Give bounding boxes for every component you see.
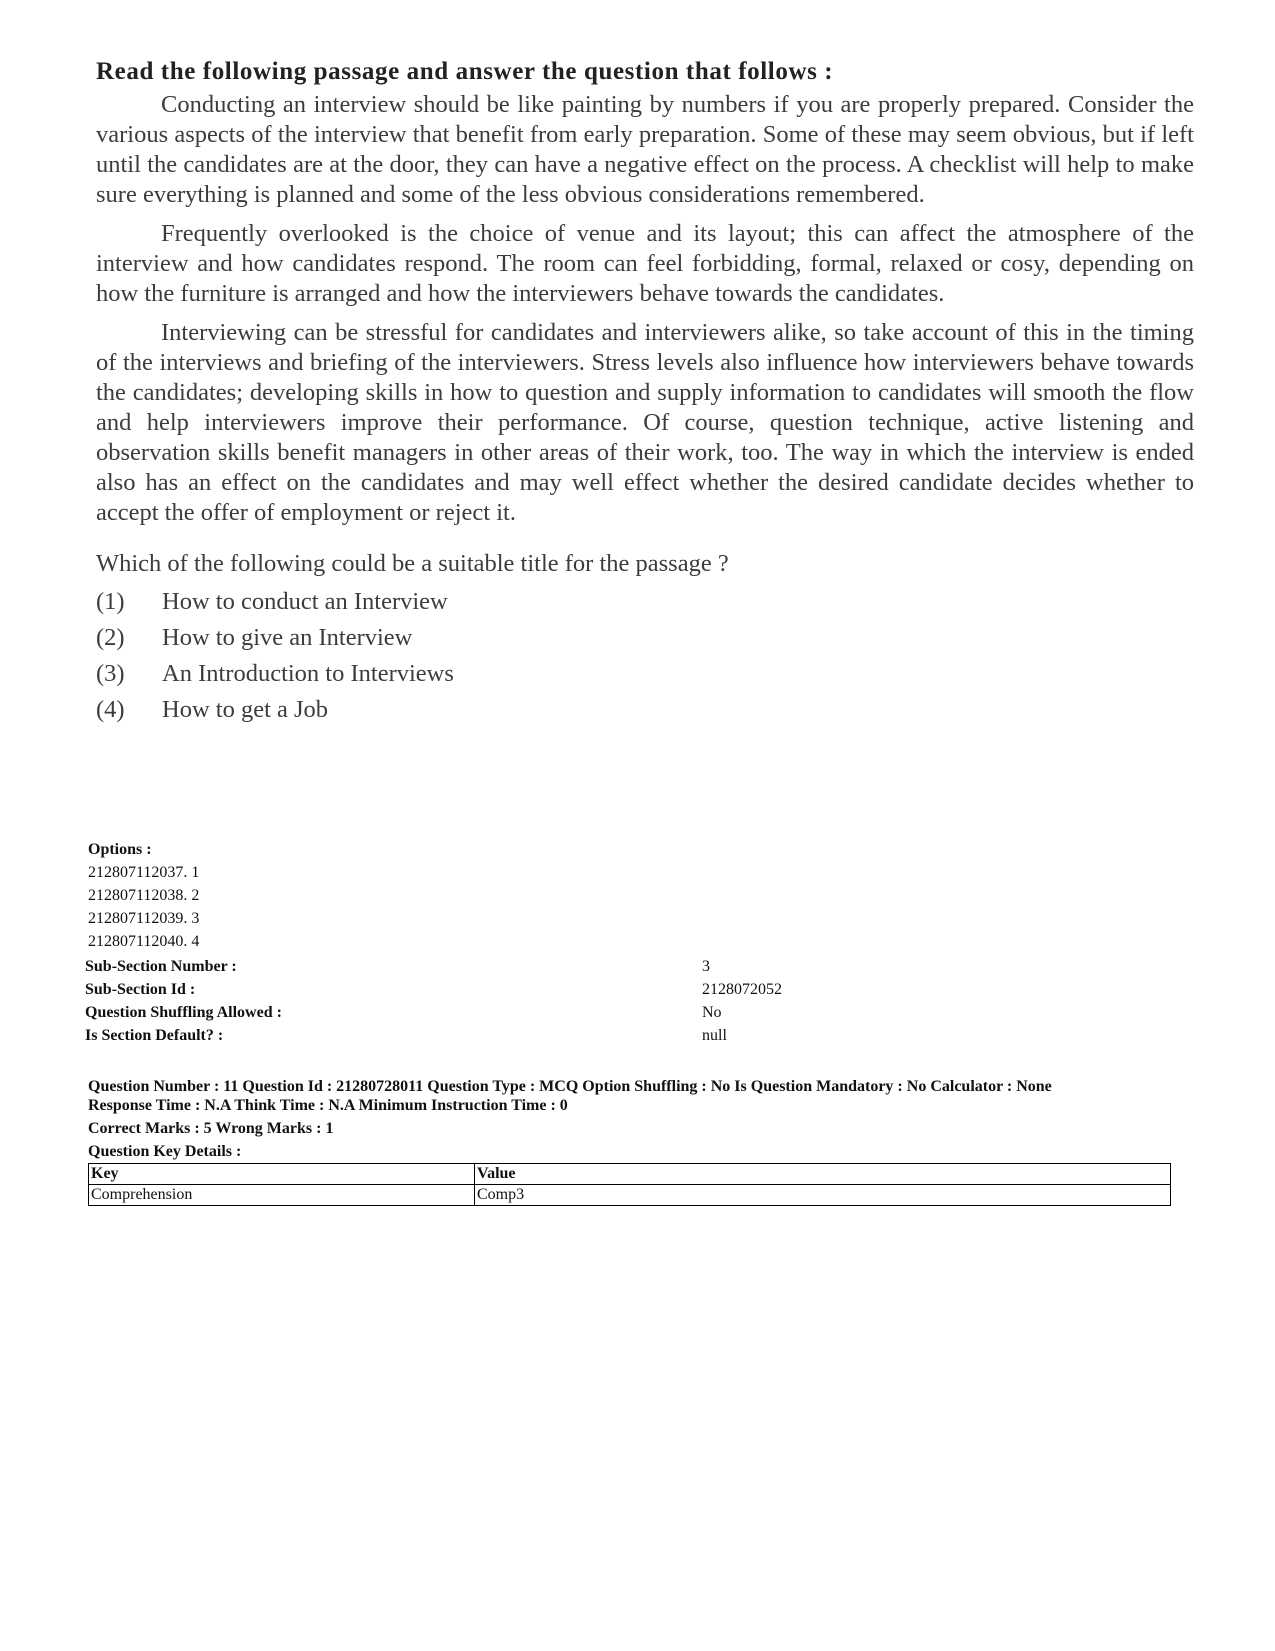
question-text: Which of the following could be a suitable title for the passage ? (96, 550, 729, 577)
table-header-row (89, 1164, 1171, 1185)
choice-number: (3) (96, 660, 125, 687)
table-cell: Comprehension (89, 1185, 475, 1206)
field-label: Is Section Default? : (85, 1027, 224, 1044)
passage-heading: Read the following passage and answer the question that follows : (96, 58, 834, 85)
choice-text: An Introduction to Interviews (162, 660, 454, 687)
table-cell: Comp3 (475, 1185, 1171, 1206)
column-header: Value (475, 1164, 1171, 1185)
choice-text: How to conduct an Interview (162, 588, 448, 615)
option-id: 212807112040. 4 (88, 933, 200, 950)
question-meta-line: Question Number : 11 Question Id : 21280728011 Question Type : MCQ Option Shuffling : No Is Question Mandatory : No Calculator : None (88, 1078, 1052, 1095)
key-details-table (88, 1163, 1171, 1206)
field-value: No (702, 1004, 722, 1021)
field-value: null (702, 1027, 727, 1044)
passage-paragraph: Interviewing can be stressful for candidates and interviewers alike, so take account of this in the timing of the interviews and briefing of the interviewers. Stress levels also influence how interviewers behave towards the candidates; developing skills in how to question and supply information to candidates will smooth the flow and help interviewers improve their performance. Of course, question technique, active listening and observation skills benefit managers in other areas of their work, too. The way in which the interview is ended also has an effect on the candidates and may well effect whether the desired candidate decides whether to accept the offer of employment or reject it. (96, 319, 1194, 526)
field-value: 3 (702, 958, 710, 975)
choice-number: (4) (96, 696, 125, 723)
passage-paragraph: Frequently overlooked is the choice of venue and its layout; this can affect the atmosphere of the interview and how candidates respond. The room can feel forbidding, formal, relaxed or cosy, depending on how the furniture is arranged and how the interviewers behave towards the candidates. (96, 220, 1194, 307)
answer-choice (96, 620, 1194, 656)
field-label: Sub-Section Id : (85, 981, 196, 998)
choice-number: (1) (96, 588, 125, 615)
passage-image (96, 58, 1194, 728)
answer-choice (96, 584, 1194, 620)
choice-number: (2) (96, 624, 125, 651)
question-meta-line: Response Time : N.A Think Time : N.A Minimum Instruction Time : 0 (88, 1097, 568, 1114)
answer-choice (96, 692, 1194, 728)
subsection-row (85, 1001, 785, 1024)
option-id: 212807112038. 2 (88, 887, 200, 904)
subsection-row (85, 1024, 785, 1047)
column-header: Key (89, 1164, 475, 1185)
option-id: 212807112037. 1 (88, 864, 200, 881)
choice-text: How to get a Job (162, 696, 329, 723)
passage-paragraph: Conducting an interview should be like painting by numbers if you are properly prepared. Consider the various aspects of the interview that benefit from early preparation. Some of these may seem obvious, but if left until the candidates are at the door, they can have a negative effect on the process. A checklist will help to make sure everything is planned and some of the less obvious considerations remembered. (96, 91, 1194, 208)
marks-line: Correct Marks : 5 Wrong Marks : 1 (88, 1120, 334, 1137)
choice-text: How to give an Interview (162, 624, 413, 651)
options-label: Options : (88, 841, 152, 858)
question-info (88, 1077, 1188, 1161)
subsection-info (85, 955, 785, 1047)
answer-choice (96, 656, 1194, 692)
field-label: Question Shuffling Allowed : (85, 1004, 282, 1021)
key-details-label: Question Key Details : (88, 1143, 242, 1160)
field-label: Sub-Section Number : (85, 958, 237, 975)
field-value: 2128072052 (702, 981, 782, 998)
subsection-row (85, 955, 785, 978)
options-block (88, 838, 199, 953)
option-id: 212807112039. 3 (88, 910, 200, 927)
table-row (89, 1185, 1171, 1206)
subsection-row (85, 978, 785, 1001)
